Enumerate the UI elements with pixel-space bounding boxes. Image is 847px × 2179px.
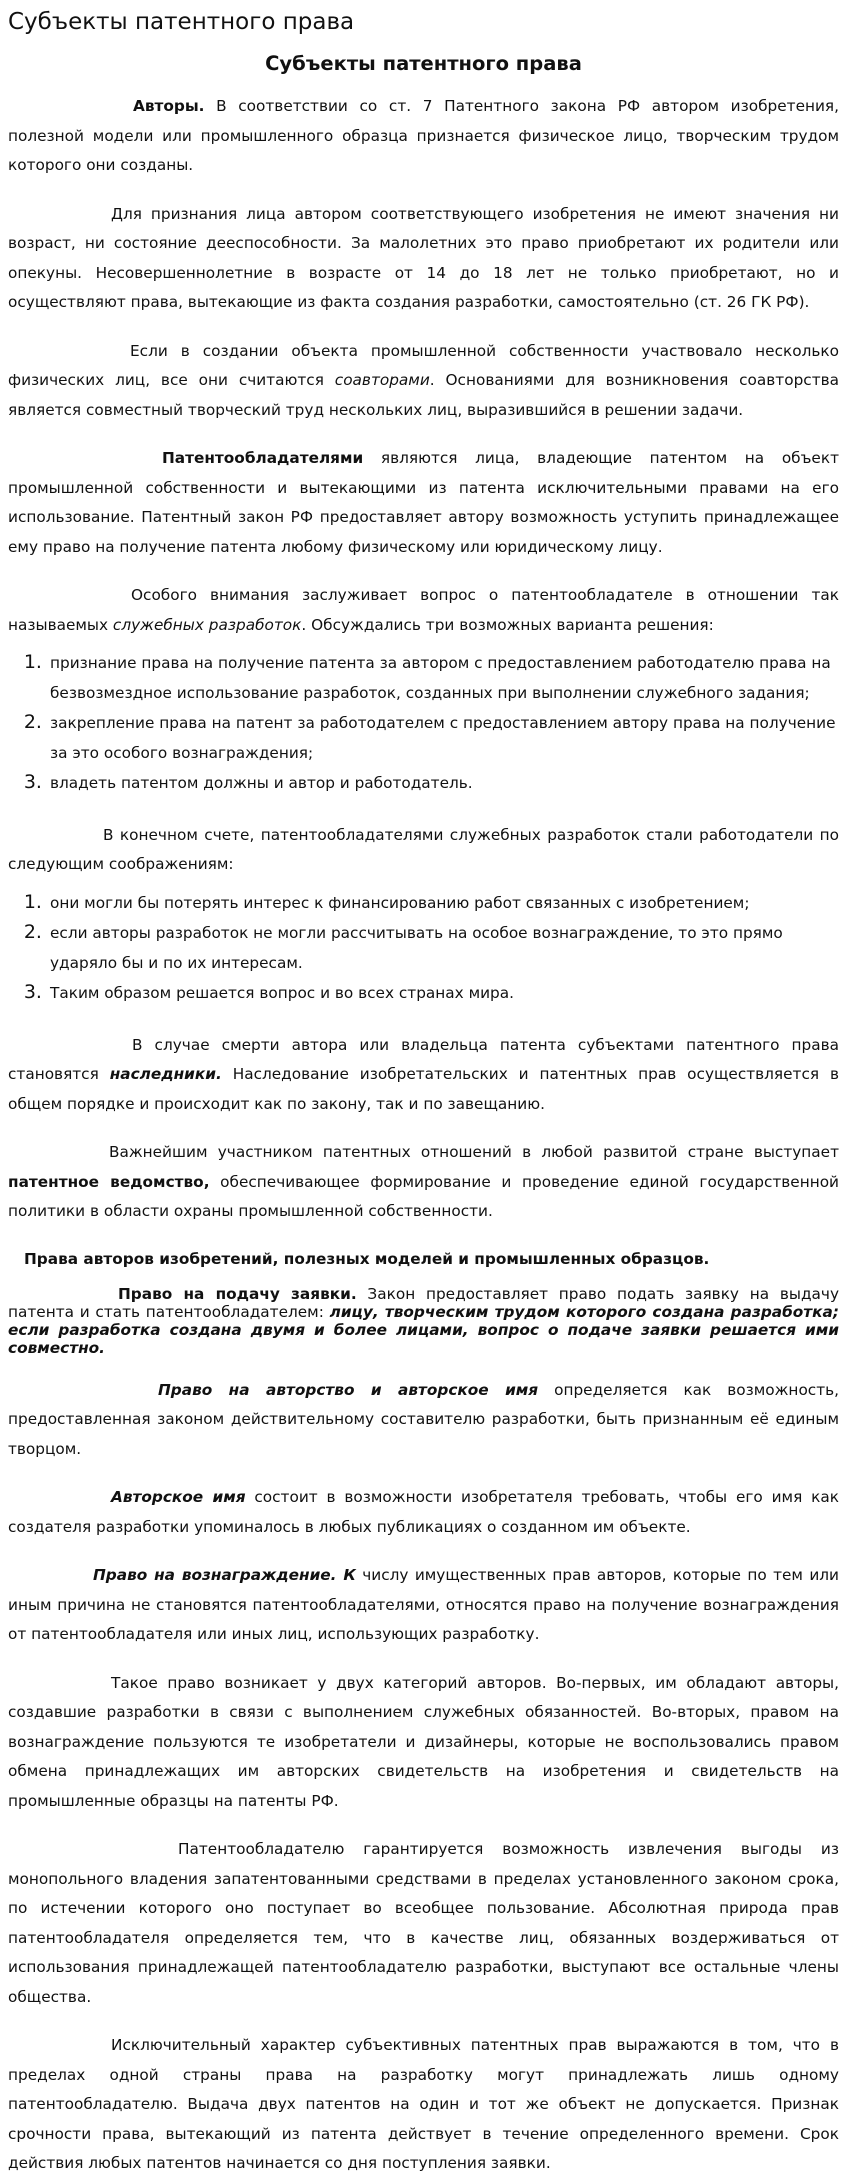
paragraph-patent-holder-rights (8, 1835, 839, 2012)
paragraph-text: Особого внимания заслуживает вопрос о патентообладателе в отношении так называемых (8, 586, 839, 634)
document-title: Субъекты патентного права (265, 52, 582, 75)
reasons-list (8, 888, 839, 1009)
paragraph-author-name (8, 1483, 839, 1542)
term-author-name: Авторское имя (111, 1488, 246, 1506)
paragraph-authorship (8, 1376, 839, 1465)
list-item: 1. признание права на получение патента за автором с предоставлением работодателю права на безвозмездное использование разработок, созданных при выполнении служебного задания; (48, 648, 839, 708)
paragraph-text: Патентообладателю гарантируется возможность извлечения выгоды из монопольного владения запатентованными средствами в пределах установленного законом срока, по истечении которого оно поступает во всеобщее пользование. Абсолютная природа прав патентообладателя определяется тем, что в качестве лиц, обязанных воздерживаться от использования принадлежащей патентообладателю разработки, выступают все остальные члены общества. (8, 1840, 839, 2006)
term-patent-holders: Патентообладателями (162, 449, 364, 467)
list-item: 3. Таким образом решается вопрос и во всех странах мира. (48, 978, 839, 1009)
paragraph-right-to-apply (8, 1285, 839, 1357)
paragraph-service-works (8, 581, 839, 640)
paragraph-coauthors (8, 337, 839, 426)
paragraph-text: . Обсуждались три возможных варианта решения: (301, 615, 714, 634)
paragraph-heirs (8, 1031, 839, 1120)
paragraph-text: Если в создании объекта промышленной собственности участвовало несколько физических лиц, все они считаются (8, 341, 839, 389)
list-item: 1. они могли бы потерять интерес к финансированию работ связанных с изобретением; (48, 888, 839, 919)
term-authorship: Право на авторство и авторское имя (158, 1380, 539, 1399)
paragraph-text: Закон предоставляет право подать заявку на выдачу патента и стать патентообладателем: (8, 1284, 839, 1321)
term-service-works: служебных разработок (112, 615, 302, 634)
list-item: 2. закрепление права на патент за работодателем с предоставлением автору права на получение за это особого вознаграждения; (48, 708, 839, 768)
paragraph-age (8, 200, 839, 318)
paragraph-text: определяется как возможность, предоставленная законом действительному составителю разработки, быть признанным её единым творцом. (8, 1380, 839, 1458)
paragraph-authors (8, 92, 839, 181)
section-heading-author-rights: Права авторов изобретений, полезных моделей и промышленных образцов. (24, 1249, 710, 1268)
paragraph-text: являются лица, владеющие патентом на объект промышленной собственности и вытекающими из патента исключительными правами на его использование. Патентный закон РФ предоставляет автору возможность уступить принадлежащее ему право на получение патента любому физическому или юридическому лицу. (8, 449, 839, 556)
paragraph-exclusive-rights (8, 2031, 839, 2179)
term-authors: Авторы. (133, 97, 205, 115)
paragraph-employers (8, 821, 839, 880)
list-item: 3. владеть патентом должны и автор и работодатель. (48, 768, 839, 799)
paragraph-text: Для признания лица автором соответствующего изобретения не имеют значения ни возраст, ни состояние дееспособности. За малолетних это право приобретают их родители или опекуны. Несовершеннолетние в возрасте от 14 до 18 лет не только приобретают, но и осуществляют права, вытекающие из факта создания разработки, самостоятельно (ст. 26 ГК РФ). (8, 204, 839, 311)
paragraph-text: В конечном счете, патентообладателями служебных разработок стали работодатели по следующим соображениям: (8, 825, 839, 873)
emphasis-applicants: лицу, творческим трудом которого создана разработка; если разработка создана двумя и более лицами, вопрос о подаче заявки решается ими совместно. (8, 1302, 839, 1357)
term-patent-office: патентное ведомство, (8, 1172, 210, 1191)
list-item: 2. если авторы разработок не могли рассчитывать на особое вознаграждение, то это прямо ударяло бы и по их интересам. (48, 918, 839, 978)
paragraph-text: . Основаниями для возникновения соавторства является совместный творческий труд нескольких лиц, выразившийся в решении задачи. (8, 371, 839, 419)
term-right-to-apply: Право на подачу заявки. (118, 1284, 357, 1303)
paragraph-author-categories (8, 1669, 839, 1817)
paragraph-patent-office (8, 1138, 839, 1227)
paragraph-text: В случае смерти автора или владельца патента субъектами патентного права становятся (8, 1035, 839, 1083)
term-remuneration: Право на вознаграждение. К (93, 1566, 356, 1584)
paragraph-text: состоит в возможности изобретателя требовать, чтобы его имя как создателя разработки упоминалось в любых публикациях о созданном им объекте. (8, 1488, 839, 1536)
paragraph-text: Наследование изобретательских и патентных прав осуществляется в общем порядке и происходит как по закону, так и по завещанию. (8, 1065, 839, 1113)
paragraph-remuneration (8, 1561, 839, 1650)
paragraph-patent-holders (8, 444, 839, 562)
paragraph-text: Такое право возникает у двух категорий авторов. Во-первых, им обладают авторы, создавшие разработки в связи с выполнением служебных обязанностей. Во-вторых, правом на вознаграждение пользуются те изобретатели и дизайнеры, которые не воспользовались правом обмена принадлежащих им авторских свидетельств на изобретения и свидетельств на промышленные образцы на патенты РФ. (8, 1673, 839, 1810)
paragraph-text: Важнейшим участником патентных отношений в любой развитой стране выступает (109, 1143, 839, 1161)
paragraph-text: числу имущественных прав авторов, которые по тем или иным причина не становятся патентообладателями, относятся право на получение вознаграждения от патентообладателя или иных лиц, использующих разработку. (8, 1566, 839, 1643)
term-heirs: наследники. (109, 1065, 222, 1083)
page-header-title: Субъекты патентного права (8, 9, 355, 35)
solution-options-list (8, 648, 839, 799)
term-coauthors: соавторами (334, 371, 430, 389)
paragraph-text: Исключительный характер субъективных патентных прав выражаются в том, что в пределах одной страны права на разработку могут принадлежать лишь одному патентообладателю. Выдача двух патентов на один и тот же объект не допускается. Признак срочности права, вытекающий из патента действует в течение определенного времени. Срок действия любых патентов начинается со дня поступления заявки. (8, 2036, 839, 2172)
paragraph-text: В соответствии со ст. 7 Патентного закона РФ автором изобретения, полезной модели или промышленного образца признается физическое лицо, творческим трудом которого они созданы. (8, 97, 839, 174)
paragraph-text: обеспечивающее формирование и проведение единой государственной политики в области охраны промышленной собственности. (8, 1172, 839, 1220)
